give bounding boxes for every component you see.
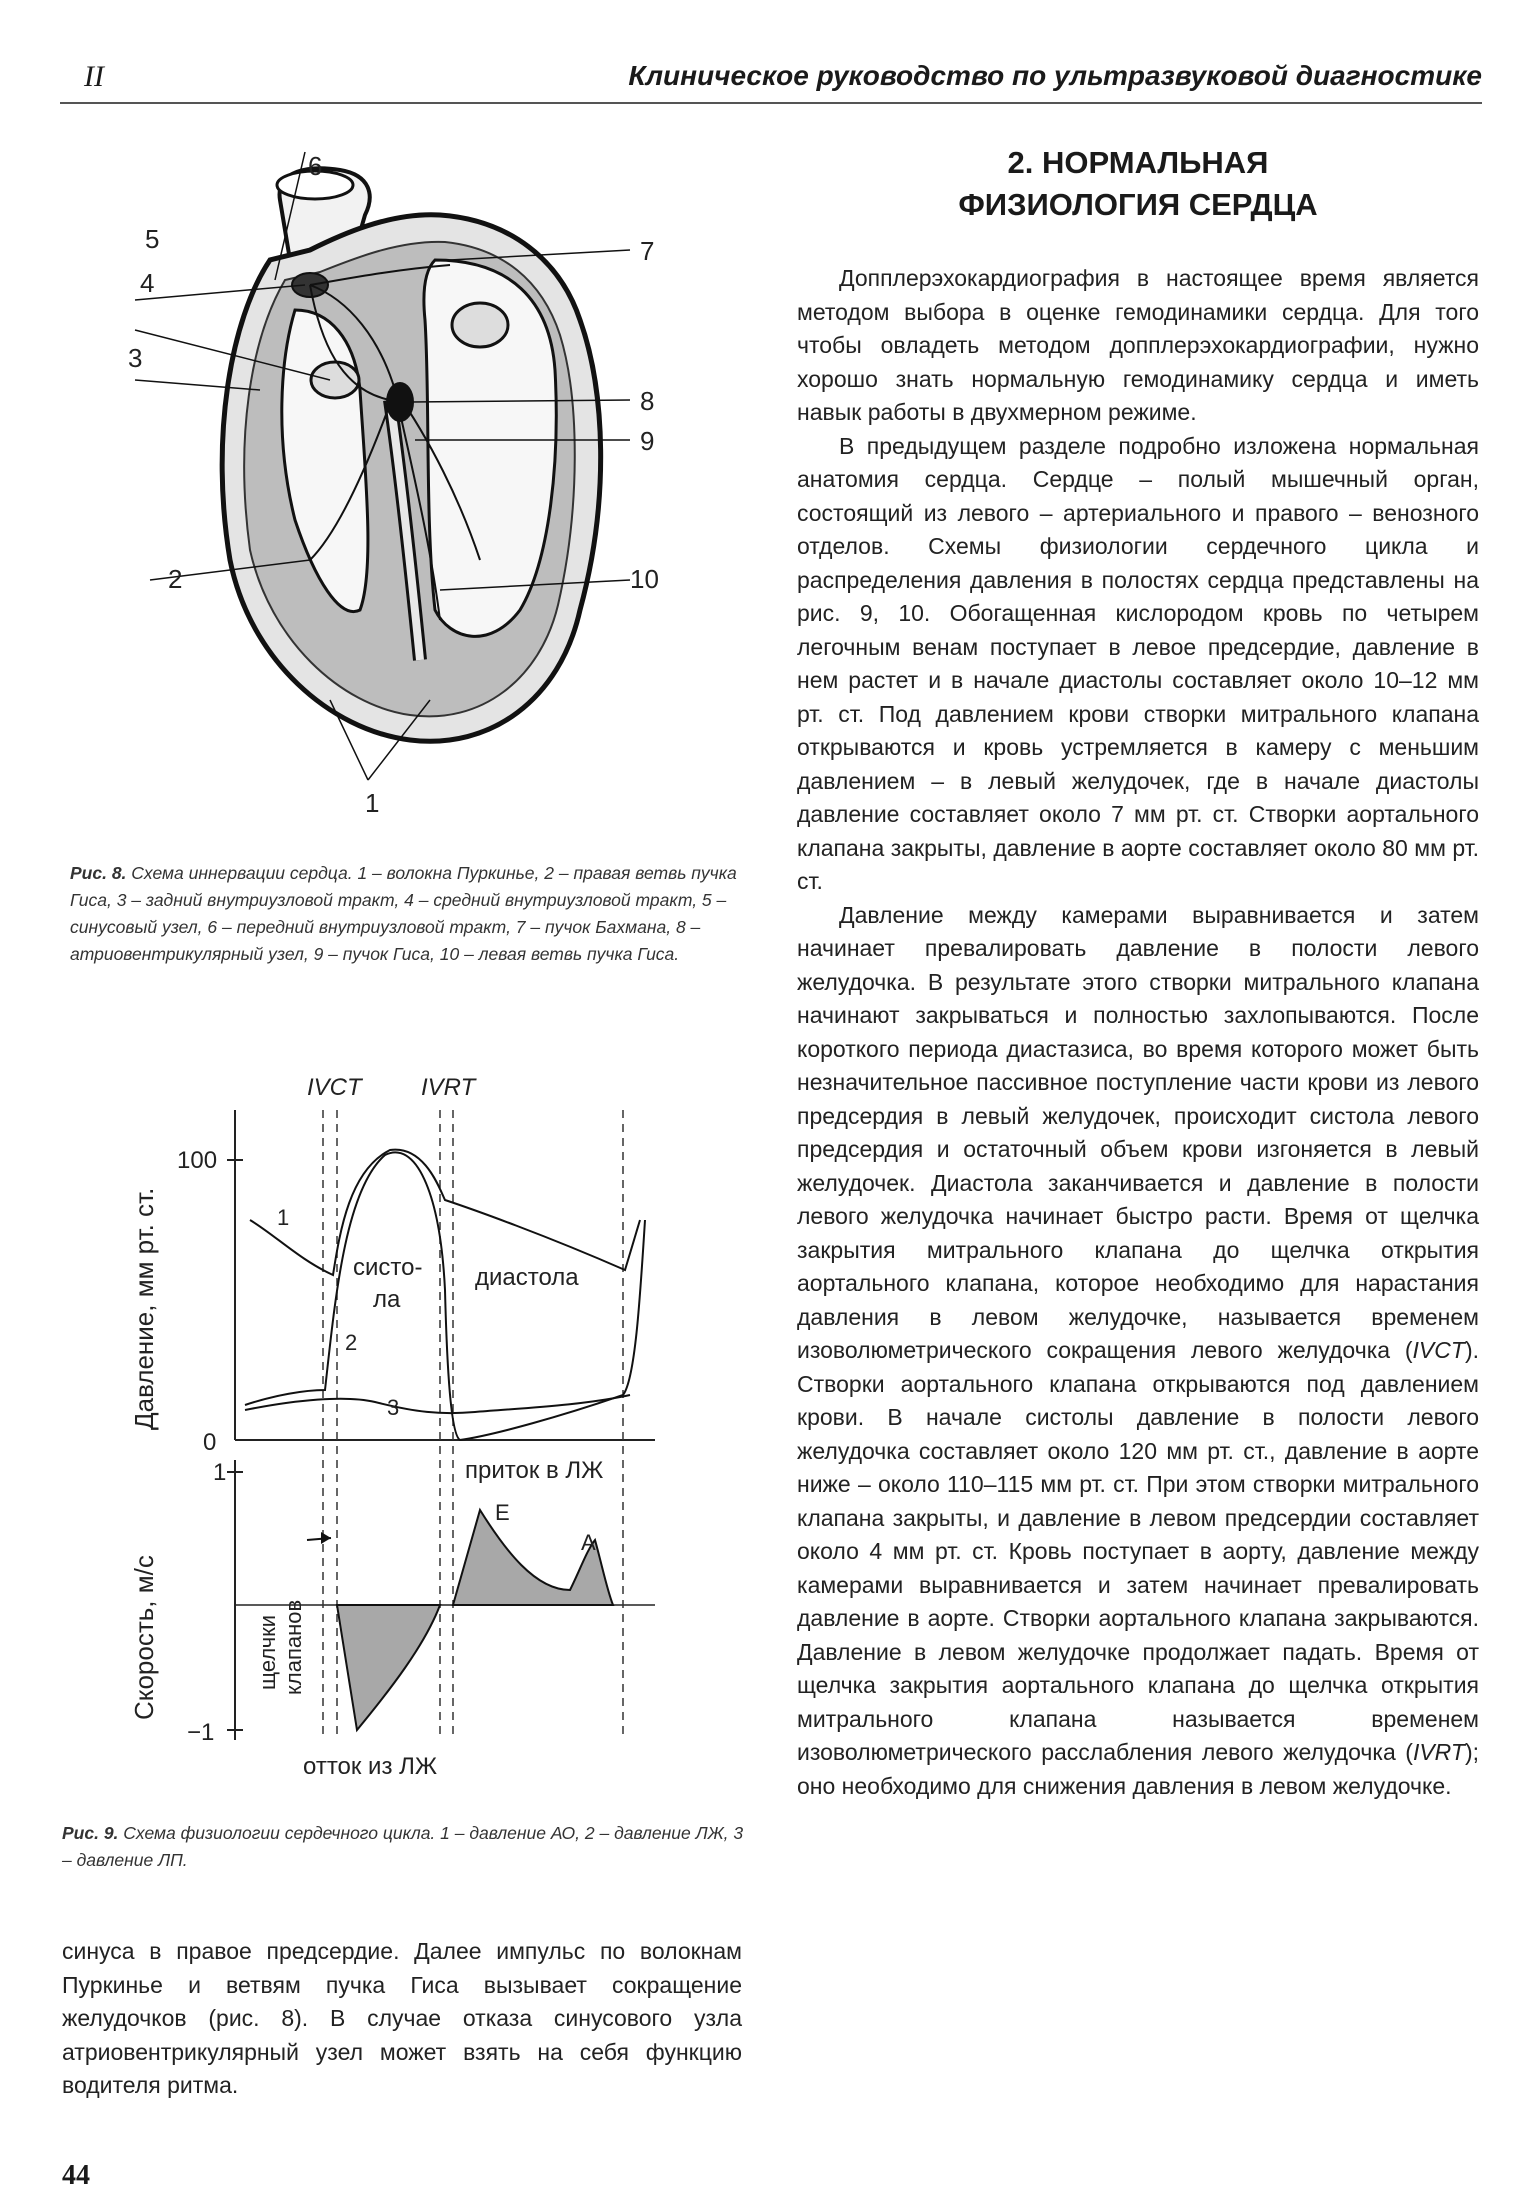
section-title-line-2: ФИЗИОЛОГИЯ СЕРДЦА: [958, 187, 1318, 222]
velocity-tick-minus-1: −1: [187, 1719, 215, 1746]
pressure-tick-100: 100: [177, 1147, 218, 1174]
figure-9-cardiac-cycle: [95, 1050, 735, 1790]
paragraph-2: В предыдущем разделе подробно изложена нормальная анатомия сердца. Сердце – полый мышечный орган, состоящий из левого – артериального и правого – венозного отделов. Схемы физиологии сердечного цикла и распределения давления в полостях сердца представлены на рис. 9, 10. Обогащенная кислородом кровь по четырем легочным венам поступает в левое предсердие, давление в нем растет и в начале диастолы составляет около 10–12 мм рт. ст. Под давлением крови створки митрального клапана открываются и кровь устремляется в камеру с меньшим давлением – в левый желудочек, где в начале диастолы давление составляет около 7 мм рт. ст. Створки аортального клапана закрыты, давление в аорте составляет около 80 мм рт. ст.: [797, 432, 1479, 894]
figure-8-caption-text: Схема иннервации сердца. 1 – волокна Пуркинье, 2 – правая ветвь пучка Гиса, 3 – задний внутриузловой тракт, 4 – средний внутриузловой тракт, 5 – синусовый узел, 6 – передний внутриузловой тракт, 7 – пучок Бахмана, 8 – атриовентрикулярный узел, 9 – пучок Гиса, 10 – левая ветвь пучка Гиса.: [70, 863, 737, 964]
paragraph-3-part-a: Давление между камерами выравнивается и затем начинает превалировать давление в полости левого желудочка. В результате этого створки митрального клапана начинают закрываться и полностью захлопываются. После короткого периода диастазиса, во время которого может быть незначительное пассивное поступление части крови из левого предсердия в левый желудочек, происходит систола левого предсердия и остаточный объем крови изгоняется в левый желудочек. Диастола заканчивается и давление в полости левого желудочка начинает быстро расти. Время от щелчка закрытия митрального клапана до щелчка открытия аортального клапана, которое необходимо для нарастания давления в левом желудочке, называется временем изоволюметрического сокращения левого желудочка (: [797, 901, 1479, 1363]
paragraph-3-part-b: ). Створки аортального клапана открываются под давлением крови. В начале систолы давление в полости левого желудочка составляет около 120 мм рт. ст., давление в аорте ниже – около 110–115 мм рт. ст. При этом створки митрального клапана закрыты, и давление в левом предсердии составляет около 4 мм рт. ст. Кровь поступает в аорту, давление между камерами выравнивается и затем начинает превалировать давление в аорте. Створки аортального клапана закрываются. Давление в левом желудочке продолжает падать. Время от щелчка закрытия аортального клапана до щелчка открытия митрального клапана называется временем изоволюметрического расслабления левого желудочка (: [797, 1337, 1479, 1765]
fig8-label-10: 10: [630, 564, 659, 594]
section-title: [797, 142, 1479, 226]
fig8-label-8: 8: [640, 386, 655, 416]
diastole-label: диастола: [475, 1264, 579, 1291]
fig8-label-1: 1: [365, 788, 380, 818]
paragraph-3: [797, 899, 1479, 1804]
curve-2-label: 2: [345, 1330, 358, 1355]
fig8-label-6: 6: [308, 151, 323, 181]
right-column-text: [797, 262, 1479, 1803]
wave-a-label: A: [581, 1530, 596, 1555]
velocity-tick-1: 1: [213, 1459, 227, 1486]
fig8-label-7: 7: [640, 236, 655, 266]
wave-e-label: E: [495, 1500, 510, 1525]
systole-label-2: ла: [373, 1286, 401, 1313]
figure-9-caption-text: Схема физиологии сердечного цикла. 1 – давление АО, 2 – давление ЛЖ, 3 – давление ЛП.: [62, 1823, 744, 1870]
curve-3-label: 3: [387, 1395, 400, 1420]
figure-8-heart-diagram: [110, 140, 710, 840]
fig8-label-5: 5: [145, 224, 160, 254]
ivrt-term: IVRT: [1412, 1739, 1465, 1765]
left-column-paragraph: синуса в правое предсердие. Далее импульс по волокнам Пуркинье и ветвям пучка Гиса вызывает сокращение желудочков (рис. 8). В случае отказа синусового узла атриовентрикулярный узел может взять на себя функцию водителя ритма.: [62, 1938, 742, 2098]
fig8-label-2: 2: [168, 564, 183, 594]
valve-clicks-label-2: клапанов: [281, 1599, 306, 1695]
figure-9-caption-lead: Рис. 9.: [62, 1823, 119, 1843]
outflow-label: отток из ЛЖ: [303, 1753, 438, 1780]
page-number: 44: [62, 2160, 90, 2191]
section-title-line-1: 2. НОРМАЛЬНАЯ: [1007, 145, 1269, 180]
running-head: [60, 50, 1482, 104]
pressure-axis-label: Давление, мм рт. ст.: [129, 1187, 159, 1430]
curve-1-label: 1: [277, 1205, 290, 1230]
fig8-label-9: 9: [640, 426, 655, 456]
fig8-label-3: 3: [128, 343, 143, 373]
ivct-term: IVCT: [1412, 1337, 1465, 1363]
figure-9-caption: [62, 1820, 752, 1874]
left-column-text: [62, 1935, 742, 2103]
valve-clicks-label-1: щелчки: [255, 1614, 280, 1690]
pressure-tick-0: 0: [203, 1429, 217, 1456]
systole-label-1: систо-: [353, 1254, 423, 1281]
inflow-label: приток в ЛЖ: [465, 1457, 604, 1484]
paragraph-3-part-c: ); оно необходимо для снижения давления в левом желудочке.: [797, 1739, 1479, 1799]
fig8-label-4: 4: [140, 268, 155, 298]
paragraph-1: Допплерэхокардиография в настоящее время является методом выбора в оценке гемодинамики сердца. Для того чтобы овладеть методом допплерэхокардиографии, нужно хорошо знать нормальную гемодинамику сердца и иметь навык работы в двухмерном режиме.: [797, 265, 1479, 425]
ivct-label: IVCT: [307, 1074, 362, 1101]
cardiac-cycle-graph: [95, 1050, 735, 1790]
ivrt-label: IVRT: [421, 1074, 476, 1101]
velocity-axis-label: Скорость, м/с: [129, 1555, 159, 1720]
book-title: Клиническое руководство по ультразвуковой диагностике: [628, 60, 1482, 91]
section-number: II: [84, 60, 104, 93]
figure-8-caption: [70, 860, 750, 968]
figure-8-caption-lead: Рис. 8.: [70, 863, 127, 883]
heart-illustration: [110, 140, 710, 840]
